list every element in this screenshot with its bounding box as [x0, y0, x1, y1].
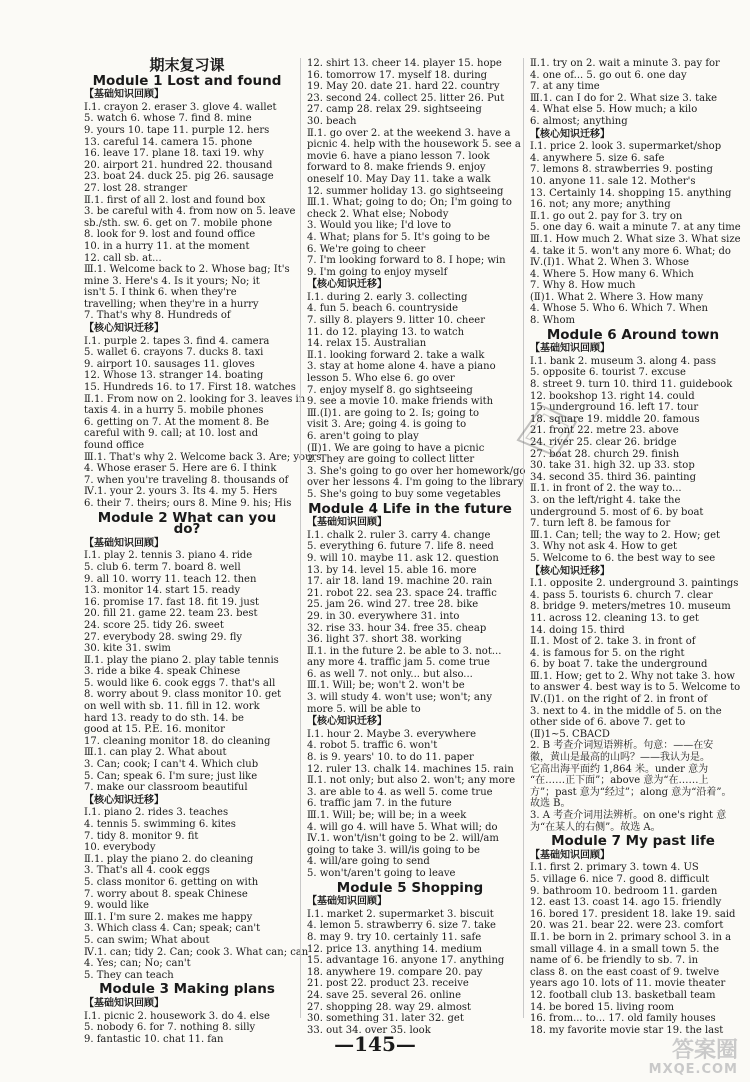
answer-line: 5. everything 6. future 7. life 8. need: [307, 541, 494, 553]
answer-line: Ⅰ.1. market 2. supermarket 3. biscuit: [307, 908, 494, 920]
answer-line: Ⅰ.1. during 2. early 3. collecting: [307, 291, 468, 303]
answer-line: 20. airport 21. hundred 22. thousand: [84, 159, 273, 171]
answer-line: oneself 10. May Day 11. take a walk: [307, 173, 491, 185]
answer-line: 7. at any time: [530, 81, 600, 93]
answer-line: 3. ride a bike 4. speak Chinese: [84, 666, 241, 678]
answer-line: 3. A 考查介词用法辨析。on one's right 意: [530, 810, 727, 821]
answer-line: Ⅱ.1. play the piano 2. do cleaning: [84, 853, 254, 865]
answer-line: 13. by 14. level 15. able 16. more: [307, 564, 477, 576]
answer-line: 9. fantastic 10. chat 11. fan: [84, 1033, 224, 1045]
answer-line: mine 3. Here's 4. Is it yours; No; it: [84, 275, 260, 287]
answer-line: Ⅱ.1. not only; but also 2. won't; any more: [307, 775, 516, 787]
answer-line: Ⅰ.1. bank 2. museum 3. along 4. pass: [530, 355, 716, 367]
watermark: [649, 1040, 738, 1077]
answer-line: 8. may 9. try 10. certainly 11. safe: [307, 931, 482, 943]
answer-line: 11. do 12. playing 13. to watch: [307, 326, 465, 338]
answer-line: 27. shopping 28. way 29. almost: [307, 1001, 472, 1013]
column-3: [523, 58, 741, 1036]
answer-line: Ⅰ.1. piano 2. rides 3. teaches: [84, 807, 229, 819]
answer-line: 3. stay at home alone 4. have a piano: [307, 361, 496, 373]
review-title: 期末复习课: [149, 56, 225, 74]
answer-line: Ⅲ.1. Will; be; will be; in a week: [307, 810, 467, 821]
answer-line: 12. price 13. anything 14. medium: [307, 943, 482, 955]
section-heading: 【核心知识迁移】: [530, 128, 610, 140]
answer-line: 4. will go 4. will have 5. What will; do: [307, 821, 498, 833]
answer-line: 4. fun 5. beach 6. countryside: [307, 303, 459, 315]
answer-line: taxis 4. in a hurry 5. mobile phones: [84, 405, 264, 417]
answer-line: Ⅱ.1. in front of 2. the way to...: [530, 483, 682, 495]
answer-line: 12. summer holiday 13. go sightseeing: [307, 185, 504, 197]
section-heading: 【基础知识回顾】: [530, 849, 610, 861]
answer-line: 27. everybody 28. swing 29. fly: [84, 631, 243, 643]
answer-line: small village 4. in a small town 5. the: [530, 943, 719, 955]
answer-line: 17. cleaning monitor 18. do cleaning: [84, 735, 271, 747]
answer-line: travelling; when they're in a hurry: [84, 298, 259, 310]
answer-line: any more 4. traffic jam 5. come true: [307, 657, 490, 669]
answer-line: 32. rise 33. hour 34. free 35. cheap: [307, 622, 487, 634]
answer-line: Ⅱ.1. be born in 2. primary school 3. in a: [530, 931, 732, 943]
answer-line: 14. be bored 15. living room: [530, 1001, 674, 1013]
answer-line: 5. one day 6. wait a minute 7. at any time: [530, 222, 741, 234]
answer-line: 7. tidy 8. monitor 9. fit: [84, 830, 199, 842]
answer-line: 7. Why 8. How much: [530, 280, 636, 292]
answer-line: 6. traffic jam 7. in the future: [307, 798, 452, 810]
answer-line: forward to 8. make friends 9. enjoy: [307, 162, 486, 174]
answer-line: Ⅱ.1. play the piano 2. play table tennis: [84, 654, 279, 666]
answer-line: 30. something 31. later 32. get: [307, 1013, 464, 1025]
answer-line: 4. one of... 5. go out 6. one day: [530, 69, 687, 81]
answer-line: 5. club 6. term 7. board 8. well: [84, 561, 241, 573]
section-heading: 【核心知识迁移】: [84, 323, 164, 335]
answer-line: 19. May 20. date 21. hard 22. country: [307, 81, 500, 93]
answer-line: Ⅰ.1. chalk 2. ruler 3. carry 4. change: [307, 529, 491, 541]
answer-line: 6. their 7. theirs; ours 8. Mine 9. his; His: [84, 497, 292, 509]
answer-line: hard 13. ready to do sth. 14. be: [84, 712, 244, 724]
answer-line: 9. yours 10. tape 11. purple 12. hers: [84, 124, 270, 136]
answer-line: 5. won't/aren't going to leave: [307, 867, 456, 879]
module-heading: Module 1 Lost and found: [92, 72, 282, 89]
answer-line: 21. post 22. product 23. receive: [307, 978, 469, 990]
answer-line: 17. air 18. land 19. machine 20. rain: [307, 576, 493, 588]
answer-line: Ⅳ.1. can; tidy 2. Can; cook 3. What can; can: [84, 946, 309, 958]
answer-line: 27. camp 28. relax 29. sightseeing: [307, 104, 482, 116]
answer-line: 3. are able to 4. as well 5. come true: [307, 786, 493, 798]
answer-line: 4. is famous for 5. on the right: [530, 647, 685, 659]
answer-line: 3. on the left/right 4. take the: [530, 494, 681, 506]
answer-line: to answer 4. best way is to 5. Welcome to: [530, 682, 741, 694]
answer-line: Ⅲ.1. Can; tell; the way to 2. How; get: [530, 529, 721, 541]
module-heading: Module 5 Shopping: [336, 879, 484, 896]
answer-line: 7. when you're traveling 8. thousands of: [84, 474, 289, 486]
answer-line: 7. I'm looking forward to 8. I hope; win: [307, 255, 506, 267]
answer-line: (Ⅱ)1. We are going to have a picnic: [307, 442, 485, 454]
answer-line: 8. bridge 9. meters/metres 10. museum: [530, 601, 731, 613]
answer-line: lesson 5. Who else 6. go over: [307, 373, 455, 385]
answer-line: found office: [84, 440, 145, 451]
answer-line: Ⅳ.1. your 2. yours 3. Its 4. my 5. Hers: [84, 486, 278, 498]
answer-line: 16. from... to... 17. old family houses: [530, 1013, 716, 1025]
stamp-mark: [512, 400, 582, 460]
answer-line: Ⅲ.(Ⅰ)1. are going to 2. Is; going to: [307, 407, 480, 419]
answer-line: name of 6. be friendly to sb. 7. in: [530, 955, 699, 967]
answer-line: 21. robot 22. sea 23. space 24. traffic: [307, 587, 497, 599]
answer-line: 23. boat 24. duck 25. pig 26. sausage: [84, 171, 274, 183]
answer-line: Ⅰ.1. opposite 2. underground 3. paintings: [530, 578, 739, 590]
module-heading: Module 4 Life in the future: [308, 500, 512, 517]
answer-line: 10. everybody: [84, 842, 156, 854]
answer-line: 4. will/are going to send: [307, 856, 430, 868]
section-heading: 【基础知识回顾】: [84, 89, 164, 101]
answer-line: 6. almost; anything: [530, 115, 628, 127]
answer-line: 23. second 24. collect 25. litter 26. Put: [307, 92, 505, 104]
answer-line: 6. as well 7. not only... but also...: [307, 668, 473, 680]
answer-line: 9. airport 10. sausages 11. gloves: [84, 358, 255, 370]
answer-line: 4. anywhere 5. size 6. safe: [530, 152, 665, 164]
answer-line: Ⅲ.1. How; get to 2. Why not take 3. how: [530, 670, 735, 682]
answer-line: 3. Would you like; I'd love to: [307, 220, 452, 232]
answer-line: 4. Whose eraser 5. Here are 6. I think: [84, 463, 277, 475]
answer-line: visit 3. Are; going 4. is going to: [307, 419, 467, 431]
answer-line: 5. wallet 6. crayons 7. ducks 8. taxi: [84, 347, 264, 359]
answer-line: Ⅰ.1. crayon 2. eraser 3. glove 4. wallet: [84, 101, 277, 113]
answer-line: 3. next to 4. in the middle of 5. on the: [530, 705, 722, 717]
answer-line: 5. They can teach: [84, 969, 174, 981]
answer-line: picnic 4. help with the housework 5. see a: [307, 139, 521, 151]
answer-line: 27. boat 28. church 29. finish: [530, 448, 680, 460]
answer-line: 5. Can; speak 6. I'm sure; just like: [84, 770, 258, 782]
answer-line: 16. tomorrow 17. myself 18. during: [307, 69, 488, 81]
answer-line: more 5. will be able to: [307, 703, 421, 715]
answer-line: 3. Which class 4. Can; speak; can't: [84, 923, 261, 935]
answer-line: 18. square 19. middle 20. famous: [530, 413, 700, 425]
answer-line: 8. Whom: [530, 315, 575, 327]
answer-line: 30. kite 31. swim: [84, 643, 171, 655]
answer-line: Ⅱ.1. Most of 2. take 3. in front of: [530, 636, 696, 648]
section-heading: 【核心知识迁移】: [84, 794, 164, 806]
answer-line: 12. bookshop 13. right 14. could: [530, 390, 695, 402]
answer-line: 7. turn left 8. be famous for: [530, 518, 671, 530]
answer-line: 2. They are going to collect litter: [307, 454, 475, 466]
answer-line: 7. make our classroom beautiful: [84, 782, 248, 794]
answer-line: 6. by boat 7. take the underground: [530, 659, 708, 671]
answer-line: 10. in a hurry 11. at the moment: [84, 240, 250, 252]
answer-line: Ⅳ.(Ⅰ)1. on the right of 2. in front of: [530, 694, 708, 706]
answer-line: over her lessons 4. I'm going to the library: [307, 477, 524, 489]
answer-line: Ⅱ.1. go out 2. pay for 3. try on: [530, 210, 683, 222]
answer-line: 4. lemon 5. strawberry 6. size 7. take: [307, 920, 496, 932]
answer-line: 30. take 31. high 32. up 33. stop: [530, 460, 695, 472]
answer-line: 8. is 9. years' 10. to do 11. paper: [307, 752, 474, 764]
answer-line: 16. bored 17. president 18. lake 19. said: [530, 908, 736, 920]
answer-line: 5. opposite 6. tourist 7. excuse: [530, 367, 686, 379]
answer-line: 3. That's all 4. cook eggs: [84, 865, 210, 877]
answer-line: 5. Welcome to 6. the best way to see: [530, 552, 716, 564]
answer-line: going to take 3. will/is going to be: [307, 844, 480, 856]
answer-line: Ⅱ.1. From now on 2. looking for 3. leaves in: [84, 393, 306, 405]
answer-line: 4. pass 5. tourists 6. church 7. clear: [530, 589, 713, 601]
answer-line: 27. lost 28. stranger: [84, 182, 188, 194]
module-heading: Module 7 My past life: [551, 833, 715, 850]
section-heading: 【核心知识迁移】: [307, 279, 387, 291]
answer-line: Ⅲ.1. That's why 2. Welcome back 3. Are; yours: [84, 451, 322, 463]
answer-line: good at 15. P.E. 16. monitor: [84, 724, 225, 736]
answer-line: 10. anyone 11. sale 12. Mother's: [530, 175, 696, 187]
answer-line: 5. nobody 6. for 7. nothing 8. silly: [84, 1022, 256, 1034]
answer-line: 11. across 12. cleaning 13. to get: [530, 612, 699, 624]
answer-line: Ⅲ.1. Welcome back to 2. Whose bag; It's: [84, 264, 290, 276]
answer-line: 9. I'm going to enjoy myself: [307, 266, 448, 278]
answer-line: Ⅱ.1. go over 2. at the weekend 3. have a: [307, 127, 511, 139]
module-heading: Module 2 What can you do?: [97, 509, 277, 538]
answer-line: Ⅰ.1. hour 2. Maybe 3. everywhere: [307, 728, 477, 740]
answer-line: 20. fill 21. game 22. team 23. best: [84, 608, 258, 620]
answer-line: 6. aren't going to play: [307, 431, 419, 442]
answer-line: 3. Can; cook; I can't 4. Which club: [84, 759, 259, 771]
answer-line: 3. Why not ask 4. How to get: [530, 541, 678, 553]
answer-line: 7. enjoy myself 8. go sightseeing: [307, 384, 473, 396]
section-heading: 【基础知识回顾】: [307, 517, 387, 529]
answer-line: 15. Hundreds 16. to 17. First 18. watches: [84, 382, 296, 394]
answer-line: 3. be careful with 4. from now on 5. leave: [84, 206, 296, 218]
answer-line: Ⅲ.1. Will; be; won't 2. won't be: [307, 680, 465, 692]
answer-line: Ⅲ.1. I'm sure 2. makes me happy: [84, 911, 253, 923]
answer-line: 它高出海平面约 1,864 米。under 意为: [530, 763, 709, 775]
answer-line: 8. look for 9. lost and found office: [84, 229, 256, 241]
answer-line: 18. anywhere 19. compare 20. pay: [307, 966, 483, 978]
answer-line: 5. class monitor 6. getting on with: [84, 876, 259, 888]
section-heading: 【核心知识迁移】: [307, 716, 387, 728]
watermark-logo-text: 答案圈: [671, 1038, 738, 1063]
answer-line: 36. light 37. short 38. working: [307, 634, 462, 646]
answer-line: Ⅲ.1. can play 2. What about: [84, 747, 227, 759]
answer-line: 24. river 25. clear 26. bridge: [530, 437, 677, 448]
answer-line: 21. front 22. metre 23. above: [530, 425, 679, 437]
answer-line: “在……正下面”；above 意为“在……上: [530, 775, 709, 787]
answer-line: 12. east 13. coast 14. ago 15. friendly: [530, 897, 722, 909]
answer-line: (Ⅱ)1. What 2. Where 3. How many: [530, 291, 704, 303]
answer-line: 4. take it 5. won't any more 6. What; do: [530, 245, 731, 257]
answer-line: 4. Whose 5. Who 6. Which 7. When: [530, 303, 708, 315]
answer-line: 34. second 35. third 36. painting: [530, 471, 697, 483]
answer-line: movie 6. have a piano lesson 7. look: [307, 150, 490, 162]
answer-line: 2. B 考查介词短语辨析。句意：——在安: [530, 740, 714, 752]
answer-line: 13. careful 14. camera 15. phone: [84, 136, 253, 148]
answer-line: 29. in 30. everywhere 31. into: [307, 610, 460, 622]
answer-line: 9. would like: [84, 900, 149, 912]
answer-line: 5. would like 6. cook eggs 7. that's all: [84, 677, 276, 689]
answer-line: other side of 6. above 7. get to: [530, 717, 686, 729]
answer-line: sb./sth. sw. 6. get on 7. mobile phone: [84, 217, 273, 229]
answer-line: 7. lemons 8. strawberries 9. posting: [530, 164, 713, 176]
answer-line: 24. score 25. tidy 26. sweet: [84, 619, 224, 631]
answer-line: 方”；past 意为“经过”；along 意为“沿着”。: [530, 786, 732, 798]
answer-line: 13. Certainly 14. shopping 15. anything: [530, 187, 732, 199]
answer-line: 13. monitor 14. start 15. ready: [84, 585, 241, 597]
answer-line: 4. What else 5. How much; a kilo: [530, 104, 698, 116]
answer-line: Ⅳ.(Ⅰ)1. What 2. When 3. Whose: [530, 257, 690, 269]
answer-line: 4. Yes; can; No; can't: [84, 958, 191, 970]
answer-line: 9. bathroom 10. bedroom 11. garden: [530, 885, 718, 897]
answer-line: 18. my favorite movie star 19. the last: [530, 1024, 724, 1036]
answer-line: Ⅰ.1. first 2. primary 3. town 4. US: [530, 862, 699, 874]
answer-line: 故选 B。: [530, 798, 571, 810]
section-heading: 【基础知识回顾】: [84, 537, 164, 549]
answer-line: class 8. on the east coast of 9. twelve: [530, 966, 720, 978]
answer-line: careful with 9. call; at 10. lost and: [84, 428, 258, 440]
answer-line: 6. We're going to cheer: [307, 243, 426, 255]
answer-line: Ⅱ.1. looking forward 2. take a walk: [307, 349, 485, 361]
answer-line: isn't 5. I think 6. when they're: [84, 287, 237, 299]
answer-line: Ⅰ.1. play 2. tennis 3. piano 4. ride: [84, 550, 253, 562]
answer-line: 12. shirt 13. cheer 14. player 15. hope: [307, 58, 502, 69]
answer-line: 5. can swim; What about: [84, 934, 210, 946]
answer-line: 4. tennis 5. swimming 6. kites: [84, 819, 236, 830]
answer-line: 15. underground 16. left 17. tour: [530, 402, 699, 414]
answer-line: 12. call sb. at...: [84, 252, 162, 264]
answer-line: Ⅰ.1. picnic 2. housework 3. do 4. else: [84, 1010, 270, 1022]
page-number: —145—: [334, 1032, 416, 1056]
answer-line: Ⅱ.1. in the future 2. be able to 3. not...: [307, 645, 502, 657]
answer-line: Ⅲ.1. What; going to do; On; I'm going to: [307, 197, 512, 209]
answer-line: 8. worry about 9. class monitor 10. get: [84, 689, 282, 701]
watermark-site: MXQE.COM: [648, 1062, 738, 1077]
answer-line: 16. leave 17. plane 18. taxi 19. why: [84, 148, 264, 160]
answer-line: 9. all 10. worry 11. teach 12. then: [84, 573, 257, 585]
answer-line: 14. doing 15. third: [530, 624, 625, 636]
answer-line: 6. getting on 7. At the moment 8. Be: [84, 416, 269, 428]
answer-line: 12. Whose 13. stranger 14. boating: [84, 370, 264, 382]
answer-line: 30. beach: [307, 115, 357, 127]
answer-line: 12. football club 13. basketball team: [530, 989, 716, 1001]
answer-line: 25. jam 26. wind 27. tree 28. bike: [307, 599, 479, 611]
answer-line: 9. see a movie 10. make friends with: [307, 396, 494, 408]
answer-line: 24. save 25. several 26. online: [307, 989, 462, 1001]
section-heading: 【基础知识回顾】: [530, 343, 610, 355]
answer-line: Ⅱ.1. first of all 2. lost and found box: [84, 194, 266, 206]
column-1: [84, 56, 322, 1045]
module-heading: Module 3 Making plans: [99, 981, 275, 998]
answer-line: years ago 10. lots of 11. movie theater: [530, 978, 726, 990]
answer-line: check 2. What else; Nobody: [307, 208, 449, 220]
answer-line: 徽，黄山是最高的山吗？——我认为是。: [530, 752, 710, 764]
answer-line: 5. village 6. nice 7. good 8. difficult: [530, 873, 710, 885]
section-heading: 【核心知识迁移】: [530, 565, 610, 577]
answer-line: 16. not; any more; anything: [530, 199, 671, 211]
answer-line: on well with sb. 11. fill in 12. work: [84, 701, 260, 713]
answer-line: 4. What; plans for 5. It's going to be: [307, 231, 490, 243]
answer-line: 4. robot 5. traffic 6. won't: [307, 740, 438, 752]
answer-line: 5. watch 6. whose 7. find 8. mine: [84, 113, 252, 125]
section-heading: 【基础知识回顾】: [307, 896, 387, 908]
module-heading: Module 6 Around town: [546, 326, 720, 343]
answer-line: 9. will 10. maybe 11. ask 12. question: [307, 552, 499, 564]
answer-line: Ⅰ.1. price 2. look 3. supermarket/shop: [530, 141, 722, 153]
answer-line: 20. was 21. bear 22. were 23. comfort: [530, 920, 724, 932]
answer-line: 15. advantage 16. anyone 17. anything: [307, 955, 505, 967]
answer-line: Ⅱ.1. try on 2. wait a minute 3. pay for: [530, 58, 720, 69]
answer-line: 12. ruler 13. chalk 14. machines 15. rain: [307, 763, 514, 775]
answer-line: 7. worry about 8. speak Chinese: [84, 888, 248, 900]
answer-line: Ⅲ.1. can I do for 2. What size 3. take: [530, 92, 718, 104]
answer-line: Ⅰ.1. purple 2. tapes 3. find 4. camera: [84, 335, 270, 347]
answer-line: 8. street 9. turn 10. third 11. guidebook: [530, 379, 733, 391]
answer-line: underground 5. most of 6. by boat: [530, 506, 704, 518]
answer-line: 7. silly 8. players 9. litter 10. cheer: [307, 315, 485, 327]
answer-line: 14. relax 15. Australian: [307, 338, 427, 350]
answer-line: Ⅳ.1. won't/isn't going to be 2. will/am: [307, 833, 499, 845]
answer-line: Ⅲ.1. How much 2. What size 3. What size: [530, 233, 741, 245]
answer-line: 33. out 34. over 35. look: [307, 1024, 431, 1036]
answer-line: 7. That's why 8. Hundreds of: [84, 310, 231, 322]
answer-line: 4. Where 5. How many 6. Which: [530, 268, 694, 280]
answer-line: 为“在某人的右侧”。故选 A。: [530, 821, 661, 833]
answer-line: 3. will study 4. won't use; won't; any: [307, 692, 492, 704]
answer-line: 16. promise 17. fast 18. fit 19. just: [84, 596, 259, 608]
answer-line: 5. She's going to buy some vegetables: [307, 488, 501, 500]
answer-line: (Ⅱ)1~5. CBACD: [530, 728, 610, 740]
column-2: [300, 58, 526, 1036]
answer-line: 3. She's going to go over her homework/go: [307, 465, 526, 477]
section-heading: 【基础知识回顾】: [84, 997, 164, 1009]
